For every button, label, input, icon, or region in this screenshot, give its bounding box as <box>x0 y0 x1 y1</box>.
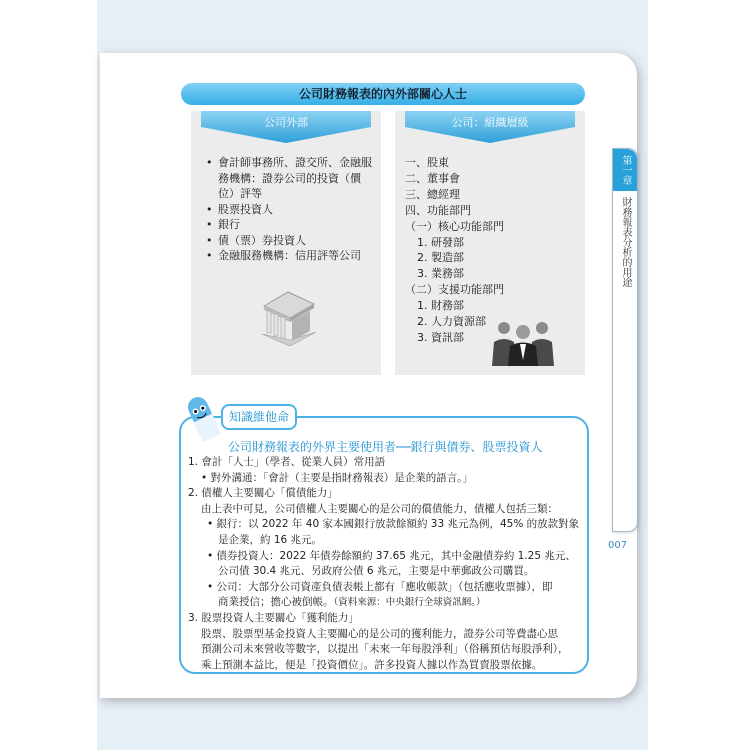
external-column-header <box>191 111 381 145</box>
chapter-side-tab[interactable] <box>612 148 638 532</box>
bank-building-icon <box>258 288 318 346</box>
chapter-label: 第一章 <box>620 155 631 185</box>
list-item: 一、股東 <box>405 156 449 169</box>
list-item: • 股票投資人 <box>205 202 375 218</box>
body-line: 1. 會計「人士」（學者、從業人員）常用語 <box>188 456 386 468</box>
list-item: 3. 業務部 <box>417 267 464 281</box>
list-item: 1. 研發部 <box>417 235 464 249</box>
page-number: 007 <box>608 540 628 551</box>
list-item: 2. 人力資源部 <box>417 315 486 329</box>
capsule-mascot-icon <box>180 392 226 444</box>
knowledge-box-body <box>188 455 580 673</box>
organization-column-label: 公司：組織層級 <box>451 116 529 129</box>
background-right <box>648 0 750 750</box>
body-line: 公司債 30.4 兆元、另政府公債 6 兆元，主要是中華郵政公司購買。 <box>218 565 535 578</box>
external-parties-list <box>205 155 375 264</box>
body-line: 乘上預測本益比，便是「投資價位」。許多投資人據以作為買賣股票依據。 <box>201 658 543 671</box>
body-line: 2. 債權人主要關心「償債能力」 <box>188 487 338 500</box>
diagram-title: 公司財務報表的內外部關心人士 <box>181 83 585 105</box>
business-people-icon <box>490 316 556 366</box>
list-item: 2. 製造部 <box>417 251 464 265</box>
body-line: • 債券投資人：2022 年債券餘額約 37.65 兆元，其中金融債券約 1.25 兆元、 <box>207 549 576 562</box>
source-note: （資料來源：中央銀行全球資訊網。） <box>333 597 486 609</box>
body-line: • 公司：大部分公司資產負債表帳上都有「應收帳款」（包括應收票據），即 <box>207 580 553 593</box>
body-line <box>188 595 580 611</box>
organization-column-header <box>395 111 585 145</box>
chapter-title <box>613 197 637 291</box>
external-column-label: 公司外部 <box>264 116 308 129</box>
body-line: 股票、股票型基金投資人主要關心的是公司的獲利能力，證券公司等費盡心思 <box>201 627 558 640</box>
list-item: 3. 資訊部 <box>417 330 464 344</box>
body-line: 3. 股票投資人主要關心「獲利能力」 <box>188 611 359 624</box>
body-line: • 銀行：以 2022 年 40 家本國銀行放款餘額約 33 兆元為例，45% 的放款對象 <box>207 518 580 531</box>
body-line: 由上表中可見，公司債權人主要關心的是公司的償債能力，債權人包括三類： <box>201 502 558 515</box>
chapter-title-text: 財務報表分析的用途 <box>620 197 631 287</box>
chapter-number <box>613 149 637 191</box>
list-item: • 債（票）券投資人 <box>205 233 375 249</box>
list-item: 四、功能部門 <box>405 203 471 217</box>
list-item: • 會計師事務所、證交所、金融服務機構：證券公司的投資（價位）評等 <box>205 155 375 202</box>
knowledge-box-heading: 公司財務報表的外界主要使用者──銀行與債券、股票投資人 <box>228 440 543 454</box>
list-item: • 銀行 <box>205 217 375 233</box>
knowledge-box-tag: 知識維他命 <box>221 404 297 430</box>
body-line: 是企業，約 16 兆元。 <box>218 533 323 546</box>
list-item: • 金融服務機構：信用評等公司 <box>205 248 375 264</box>
list-item: （一）核心功能部門 <box>405 219 504 233</box>
list-item: 1. 財務部 <box>417 299 464 313</box>
list-item: 三、總經理 <box>405 187 460 201</box>
background-left <box>0 0 97 750</box>
body-line: 預測公司未來營收等數字，以提出「未來一年每股淨利」（俗稱預估每股淨利）， <box>201 643 569 656</box>
body-line-text: 商業授信；擔心被倒帳。 <box>218 596 334 609</box>
list-item: 二、董事會 <box>405 171 460 185</box>
list-item: （二）支援功能部門 <box>405 283 504 297</box>
body-line: • 對外溝通：「會計（主要是指財務報表）是企業的語言。」 <box>201 471 474 484</box>
